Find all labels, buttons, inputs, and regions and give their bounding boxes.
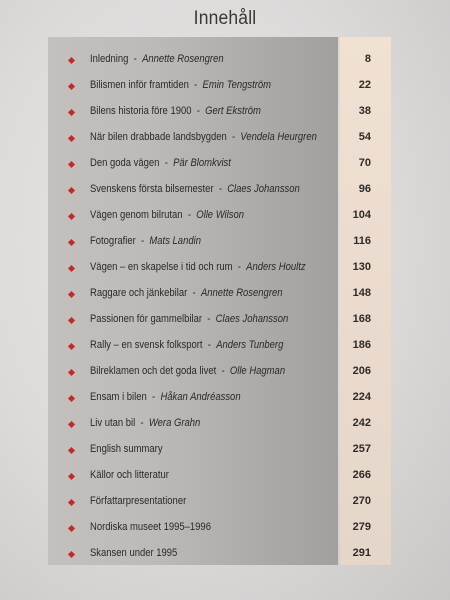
diamond-bullet-icon [68,291,75,298]
chapter-title: Vägen genom bilrutan [90,209,183,221]
toc-entry-text [90,391,296,403]
author-separator: - [202,313,216,325]
chapter-title: Bilreklamen och det goda livet [90,365,217,377]
author-separator: - [182,209,197,221]
chapter-author: Anders Tunberg [216,339,284,351]
toc-entry [48,76,391,102]
page-number: 8 [364,53,371,65]
page-number: 224 [352,391,371,403]
table-of-contents [48,37,391,565]
diamond-bullet-icon [68,473,75,480]
chapter-title: Författarpresentationer [90,495,187,507]
diamond-bullet-icon [68,57,75,64]
page-number: 206 [352,365,371,377]
toc-entry [48,544,391,570]
page-number: 291 [352,547,371,559]
toc-entry-text [90,443,296,455]
chapter-author: Olle Hagman [229,365,286,377]
chapter-author: Mats Landin [149,235,201,247]
author-separator: - [135,235,150,247]
chapter-title: Rally – en svensk folksport [90,339,203,351]
chapter-title: Liv utan bil [90,417,136,429]
diamond-bullet-icon [68,187,75,194]
toc-entry [48,154,391,180]
toc-entry [48,232,391,258]
chapter-title: Raggare och jänkebilar [90,287,188,299]
chapter-title: Bilismen inför framtiden [90,79,189,91]
chapter-author: Håkan Andréasson [160,391,241,403]
author-separator: - [232,261,247,273]
chapter-title: När bilen drabbade landsbygden [90,131,227,143]
chapter-title: Nordiska museet 1995–1996 [90,521,211,533]
diamond-bullet-icon [68,369,75,376]
page-number: 270 [352,495,371,507]
diamond-bullet-icon [68,161,75,168]
diamond-bullet-icon [68,109,75,116]
toc-entry-text [90,157,296,169]
author-separator: - [146,391,161,403]
author-separator: - [226,131,241,143]
diamond-bullet-icon [68,421,75,428]
chapter-title: Vägen – en skapelse i tid och rum [90,261,233,273]
toc-entry [48,128,391,154]
page-number: 257 [352,443,371,455]
toc-entry [48,518,391,544]
toc-entry [48,284,391,310]
toc-entry [48,414,391,440]
chapter-title: Skansen under 1995 [90,547,178,559]
chapter-title: Inledning [90,53,129,65]
chapter-author: Wera Grahn [148,417,201,429]
toc-entry-text [90,547,296,559]
author-separator: - [135,417,149,429]
chapter-author: Vendela Heurgren [240,131,317,143]
author-separator: - [216,365,230,377]
toc-entry-text [90,183,300,195]
page-number: 70 [358,157,371,169]
chapter-title: Fotografier [90,235,136,247]
toc-entry [48,180,391,206]
chapter-author: Claes Johansson [227,183,300,195]
toc-entry-text [90,131,317,143]
author-separator: - [191,105,206,117]
diamond-bullet-icon [68,135,75,142]
chapter-author: Anders Houltz [246,261,306,273]
chapter-title: English summary [90,443,163,455]
diamond-bullet-icon [68,213,75,220]
toc-entry [48,466,391,492]
toc-entry-text [90,495,296,507]
toc-entry-text [90,365,296,377]
diamond-bullet-icon [68,395,75,402]
toc-entry-text [90,79,296,91]
chapter-title: Bilens historia före 1900 [90,105,192,117]
chapter-author: Pär Blomkvist [173,157,231,169]
diamond-bullet-icon [68,551,75,558]
toc-entry [48,258,391,284]
chapter-title: Svenskens första bilsemester [90,183,214,195]
toc-entry [48,336,391,362]
toc-entry [48,388,391,414]
toc-entry-text [90,261,306,273]
author-separator: - [159,157,174,169]
toc-entry-text [90,235,296,247]
page-number: 279 [352,521,371,533]
page-number: 242 [352,417,371,429]
diamond-bullet-icon [68,265,75,272]
page-title: Innehåll [193,8,257,29]
author-separator: - [213,183,228,195]
author-separator: - [187,287,201,299]
author-separator: - [202,339,217,351]
toc-entry [48,310,391,336]
toc-entry [48,492,391,518]
page-number: 266 [352,469,371,481]
chapter-author: Claes Johansson [215,313,289,325]
chapter-author: Annette Rosengren [200,287,283,299]
page-number: 96 [358,183,371,195]
chapter-author: Annette Rosengren [142,53,224,65]
chapter-title: Ensam i bilen [90,391,147,403]
chapter-author: Emin Tengström [202,79,272,91]
diamond-bullet-icon [68,239,75,246]
diamond-bullet-icon [68,343,75,350]
toc-entry-text [90,287,296,299]
toc-entry [48,362,391,388]
author-separator: - [188,79,203,91]
page-number: 104 [352,209,371,221]
toc-entry-text [90,313,296,325]
diamond-bullet-icon [68,525,75,532]
toc-entry [48,440,391,466]
toc-entry-text [90,469,296,481]
toc-entry-text [90,105,296,117]
page-number: 168 [352,313,371,325]
chapter-author: Gert Ekström [205,105,261,117]
toc-entry [48,102,391,128]
diamond-bullet-icon [68,83,75,90]
toc-entry-text [90,521,296,533]
page-number: 130 [352,261,371,273]
page-number: 148 [352,287,371,299]
diamond-bullet-icon [68,499,75,506]
page-number: 22 [358,79,371,91]
toc-entry-text [90,417,296,429]
toc-entry-text [90,53,296,65]
diamond-bullet-icon [68,317,75,324]
chapter-title: Den goda vägen [90,157,160,169]
chapter-title: Källor och litteratur [90,469,169,481]
toc-entry [48,50,391,76]
page-number: 54 [358,131,371,143]
chapter-title: Passionen för gammelbilar [90,313,203,325]
toc-entry-text [90,339,296,351]
diamond-bullet-icon [68,447,75,454]
chapter-author: Olle Wilson [196,209,244,221]
author-separator: - [128,53,143,65]
page-number: 116 [353,235,371,247]
page-number: 186 [352,339,371,351]
page-number: 38 [358,105,371,117]
toc-entry-text [90,209,296,221]
toc-entry [48,206,391,232]
